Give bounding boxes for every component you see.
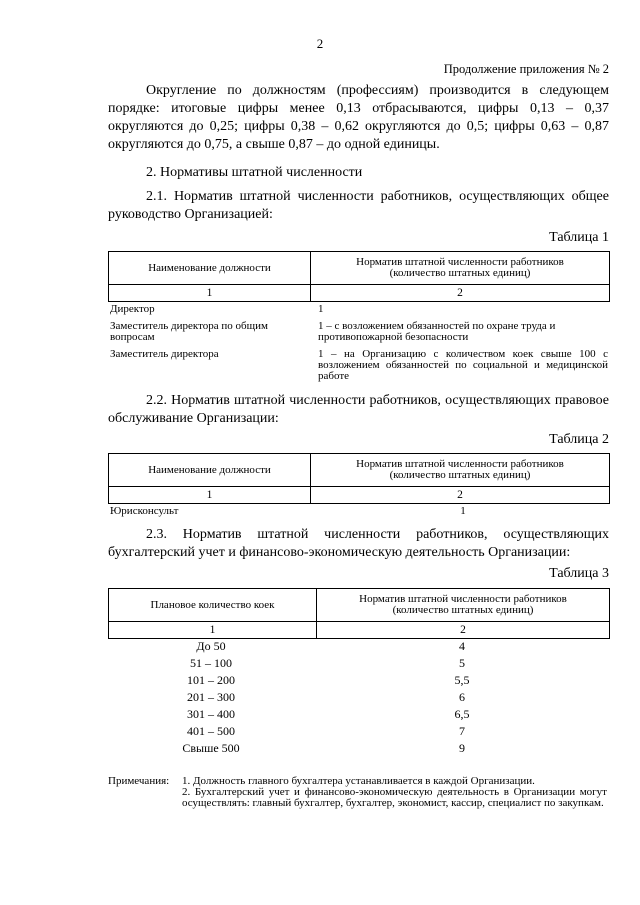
table2-label: Таблица 2 — [549, 432, 609, 447]
table3-num2: 2 — [317, 622, 610, 639]
table-row-name: Заместитель директора — [110, 348, 219, 360]
table-row-value: 1 – с возложением обязанностей по охране труда и противопожарной безопасности — [318, 320, 556, 343]
table3-num1: 1 — [109, 622, 317, 639]
table1-col1-header: Наименование должности — [109, 252, 311, 285]
table-row-name: До 50 — [196, 639, 226, 653]
table3-col1-header: Плановое количество коек — [109, 589, 317, 622]
table-row-value: 5,5 — [454, 673, 470, 687]
table-row-value: 1 – на Организацию с количеством коек свыше 100 с возложением обязанностей по социальной и медицинской работе — [318, 348, 608, 382]
table1-label: Таблица 1 — [549, 230, 609, 245]
table-row-name: Юрисконсульт — [110, 505, 179, 517]
table-row-value: 7 — [459, 724, 465, 738]
note-2: 2. Бухгалтерский учет и финансово-экономическую деятельность в Организации могут осуществлять: главный бухгалтер, бухгалтер, экономист, кассир, специалист по закупкам. — [182, 786, 607, 809]
section-heading: 2. Нормативы штатной численности — [146, 165, 363, 180]
table1-body — [110, 304, 610, 384]
table1-num2: 2 — [311, 285, 610, 302]
table-row-name: Свыше 500 — [182, 741, 240, 755]
section-2-3-text: 2.3. Норматив штатной численности работников, осуществляющих бухгалтерский учет и финансово-экономическую деятельность Организации: — [108, 527, 609, 560]
table-row-value: 1 — [460, 505, 466, 517]
table3-label: Таблица 3 — [549, 566, 609, 581]
table-row-value: 4 — [459, 639, 465, 653]
table3-body — [108, 640, 610, 760]
table2-col2-header: Норматив штатной численности работников (количество штатных единиц) — [311, 454, 610, 487]
table-row-value: 1 — [318, 303, 324, 315]
table-row-name: 101 – 200 — [187, 673, 235, 687]
table1-header — [108, 251, 610, 302]
table-row-name: 301 – 400 — [187, 707, 235, 721]
table2-num1: 1 — [109, 487, 311, 504]
section-2-2-text: 2.2. Норматив штатной численности работников, осуществляющих правовое обслуживание Организации: — [108, 393, 609, 426]
table-row-value: 6 — [459, 690, 465, 704]
table2-body — [110, 506, 610, 520]
note-1: 1. Должность главного бухгалтера устанавливается в каждой Организации. — [182, 775, 535, 787]
page-number: 2 — [316, 36, 324, 51]
table2-num2: 2 — [311, 487, 610, 504]
table-row-name: Заместитель директора по общим вопросам — [110, 320, 268, 343]
table-row-name: 201 – 300 — [187, 690, 235, 704]
table-row-value: 9 — [459, 741, 465, 755]
table3-col2-header: Норматив штатной численности работников (количество штатных единиц) — [317, 589, 610, 622]
table3-header — [108, 588, 610, 639]
section-2-1-text: 2.1. Норматив штатной численности работников, осуществляющих общее руководство Организацией: — [108, 189, 609, 222]
table-row-value: 6,5 — [454, 707, 470, 721]
appendix-continuation: Продолжение приложения № 2 — [443, 62, 609, 76]
table1-col2-header: Норматив штатной численности работников (количество штатных единиц) — [311, 252, 610, 285]
table1-num1: 1 — [109, 285, 311, 302]
notes-label: Примечания: — [108, 775, 170, 787]
table-row-name: 51 – 100 — [190, 656, 232, 670]
table2-col1-header: Наименование должности — [109, 454, 311, 487]
table2-header — [108, 453, 610, 504]
rounding-paragraph: Округление по должностям (профессиям) производится в следующем порядке: итоговые цифры менее 0,13 отбрасываются, цифры 0,13 – 0,37 округляются до 0,25; цифры 0,38 – 0,62 округляются до 0,5; цифры 0,63 – 0,87 округляются до 0,75, а свыше 0,87 – до одной единицы. — [108, 83, 609, 152]
table-row-name: 401 – 500 — [187, 724, 235, 738]
table-row-name: Директор — [110, 303, 155, 315]
table-row-value: 5 — [459, 656, 465, 670]
